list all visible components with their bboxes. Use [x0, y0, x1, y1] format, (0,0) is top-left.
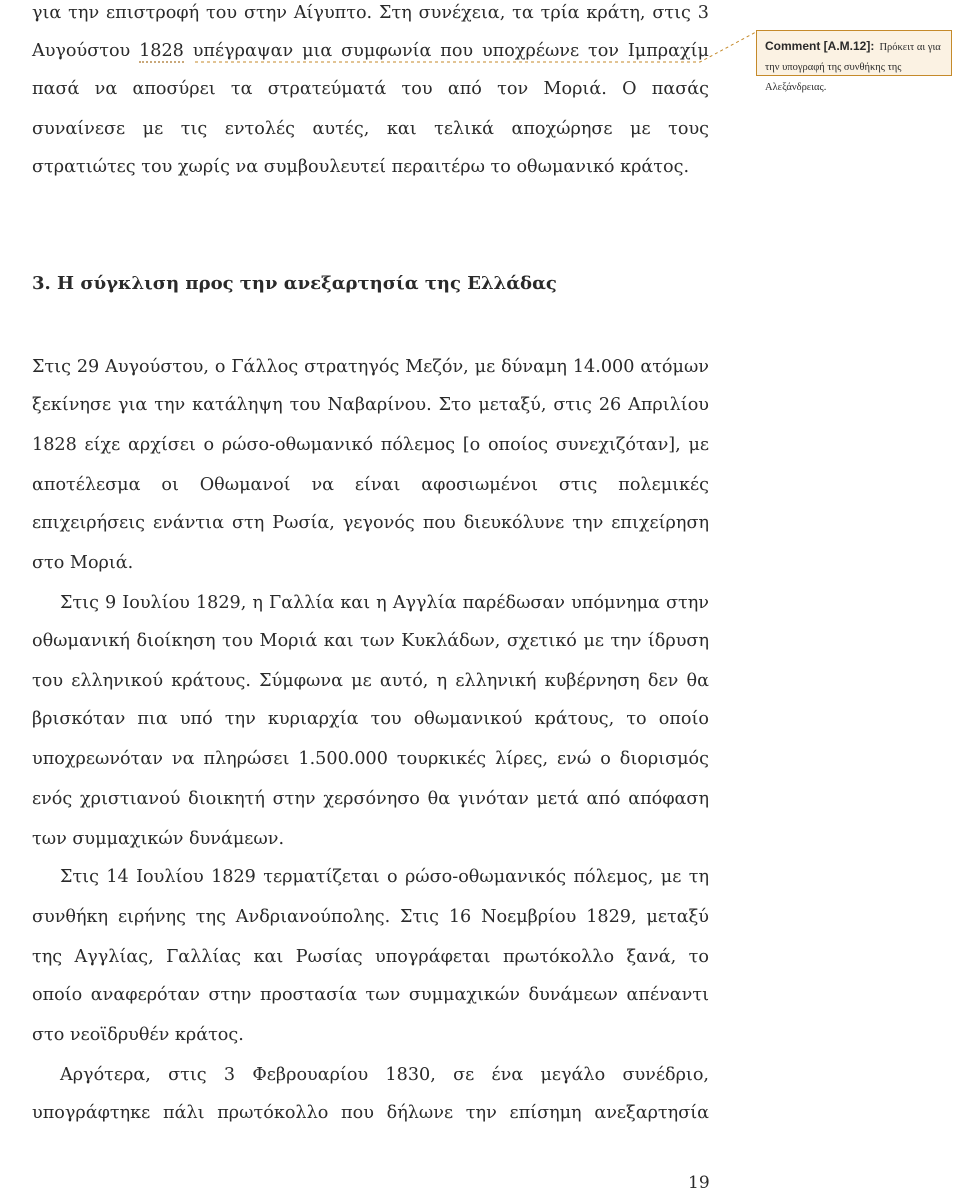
- page-number: 19: [688, 1173, 710, 1193]
- text-line: συνθήκη ειρήνης της Ανδριανούπολης. Στις 16 Νοεμβρίου 1829, μεταξύ: [32, 907, 709, 927]
- text-line: Στις 14 Ιουλίου 1829 τερματίζεται ο ρώσο-οθωμανικός πόλεμος, με τη: [60, 867, 709, 887]
- text-line: επιχειρήσεις ενάντια στη Ρωσία, γεγονός που διευκόλυνε την επιχείρηση: [32, 513, 709, 533]
- text-segment: Αυγούστου: [32, 41, 140, 61]
- text-line: για την επιστροφή του στην Αίγυπτο. Στη συνέχεια, τα τρία κράτη, στις 3: [32, 3, 709, 23]
- text-line: Αργότερα, στις 3 Φεβρουαρίου 1830, σε ένα μεγάλο συνέδριο,: [60, 1065, 709, 1085]
- text-line: στο Μοριά.: [32, 553, 134, 573]
- text-line: οποίο αναφερόταν στην προστασία των συμμαχικών δυνάμεων απέναντι: [32, 985, 709, 1005]
- text-line: συναίνεσε με τις εντολές αυτές, και τελικά αποχώρησε με τους: [32, 119, 709, 139]
- text-line: των συμμαχικών δυνάμεων.: [32, 829, 285, 849]
- text-line: πασά να αποσύρει τα στρατεύματά του από τον Μοριά. Ο πασάς: [32, 79, 709, 99]
- text-line: [32, 38, 709, 64]
- text-line: οθωμανική διοίκηση του Μοριά και των Κυκλάδων, σχετικό με την ίδρυση: [32, 631, 709, 651]
- text-line: στο νεοϊδρυθέν κράτος.: [32, 1025, 244, 1045]
- text-line: Στις 9 Ιουλίου 1829, η Γαλλία και η Αγγλία παρέδωσαν υπόμνημα στην: [60, 593, 709, 613]
- text-segment: υπέγραψαν μια συμφωνία που υποχρέωνε τον Ιμπραχίμ: [183, 41, 709, 61]
- text-line: 1828 είχε αρχίσει ο ρώσο-οθωμανικό πόλεμος [ο οποίος συνεχιζόταν], με: [32, 435, 709, 455]
- text-line: της Αγγλίας, Γαλλίας και Ρωσίας υπογράφεται πρωτόκολλο ξανά, το: [32, 947, 709, 967]
- text-line: υποχρεωνόταν να πληρώσει 1.500.000 τουρκικές λίρες, ενώ ο διορισμός: [32, 749, 709, 769]
- section-heading: 3. Η σύγκλιση προς την ανεξαρτησία της Ελλάδας: [32, 273, 557, 294]
- comment-text: Πρόκειτ αι για την υπογραφή της συνθήκης της Αλεξάνδρειας.: [765, 42, 941, 93]
- text-line: βρισκόταν πια υπό την κυριαρχία του οθωμανικού κράτους, το οποίο: [32, 709, 709, 729]
- comment-author: Comment [A.M.12]:: [765, 39, 875, 53]
- text-line: αποτέλεσμα οι Οθωμανοί να είναι αφοσιωμένοι στις πολεμικές: [32, 475, 709, 495]
- text-line: στρατιώτες του χωρίς να συμβουλευτεί περαιτέρω το οθωμανικό κράτος.: [32, 157, 690, 177]
- text-line: Στις 29 Αυγούστου, ο Γάλλος στρατηγός Μεζόν, με δύναμη 14.000 ατόμων: [32, 357, 709, 377]
- text-line: ενός χριστιανού διοικητή στην χερσόνησο θα γινόταν μετά από απόφαση: [32, 789, 709, 809]
- text-line: υπογράφτηκε πάλι πρωτόκολλο που δήλωνε την επίσημη ανεξαρτησία: [32, 1103, 709, 1123]
- commented-text[interactable]: 1828: [139, 41, 184, 61]
- text-line: ξεκίνησε για την κατάληψη του Ναβαρίνου. Στο μεταξύ, στις 26 Απριλίου: [32, 395, 709, 415]
- text-line: του ελληνικού κράτους. Σύμφωνα με αυτό, η ελληνική κυβέρνηση δεν θα: [32, 671, 709, 691]
- comment-balloon[interactable]: [756, 30, 952, 93]
